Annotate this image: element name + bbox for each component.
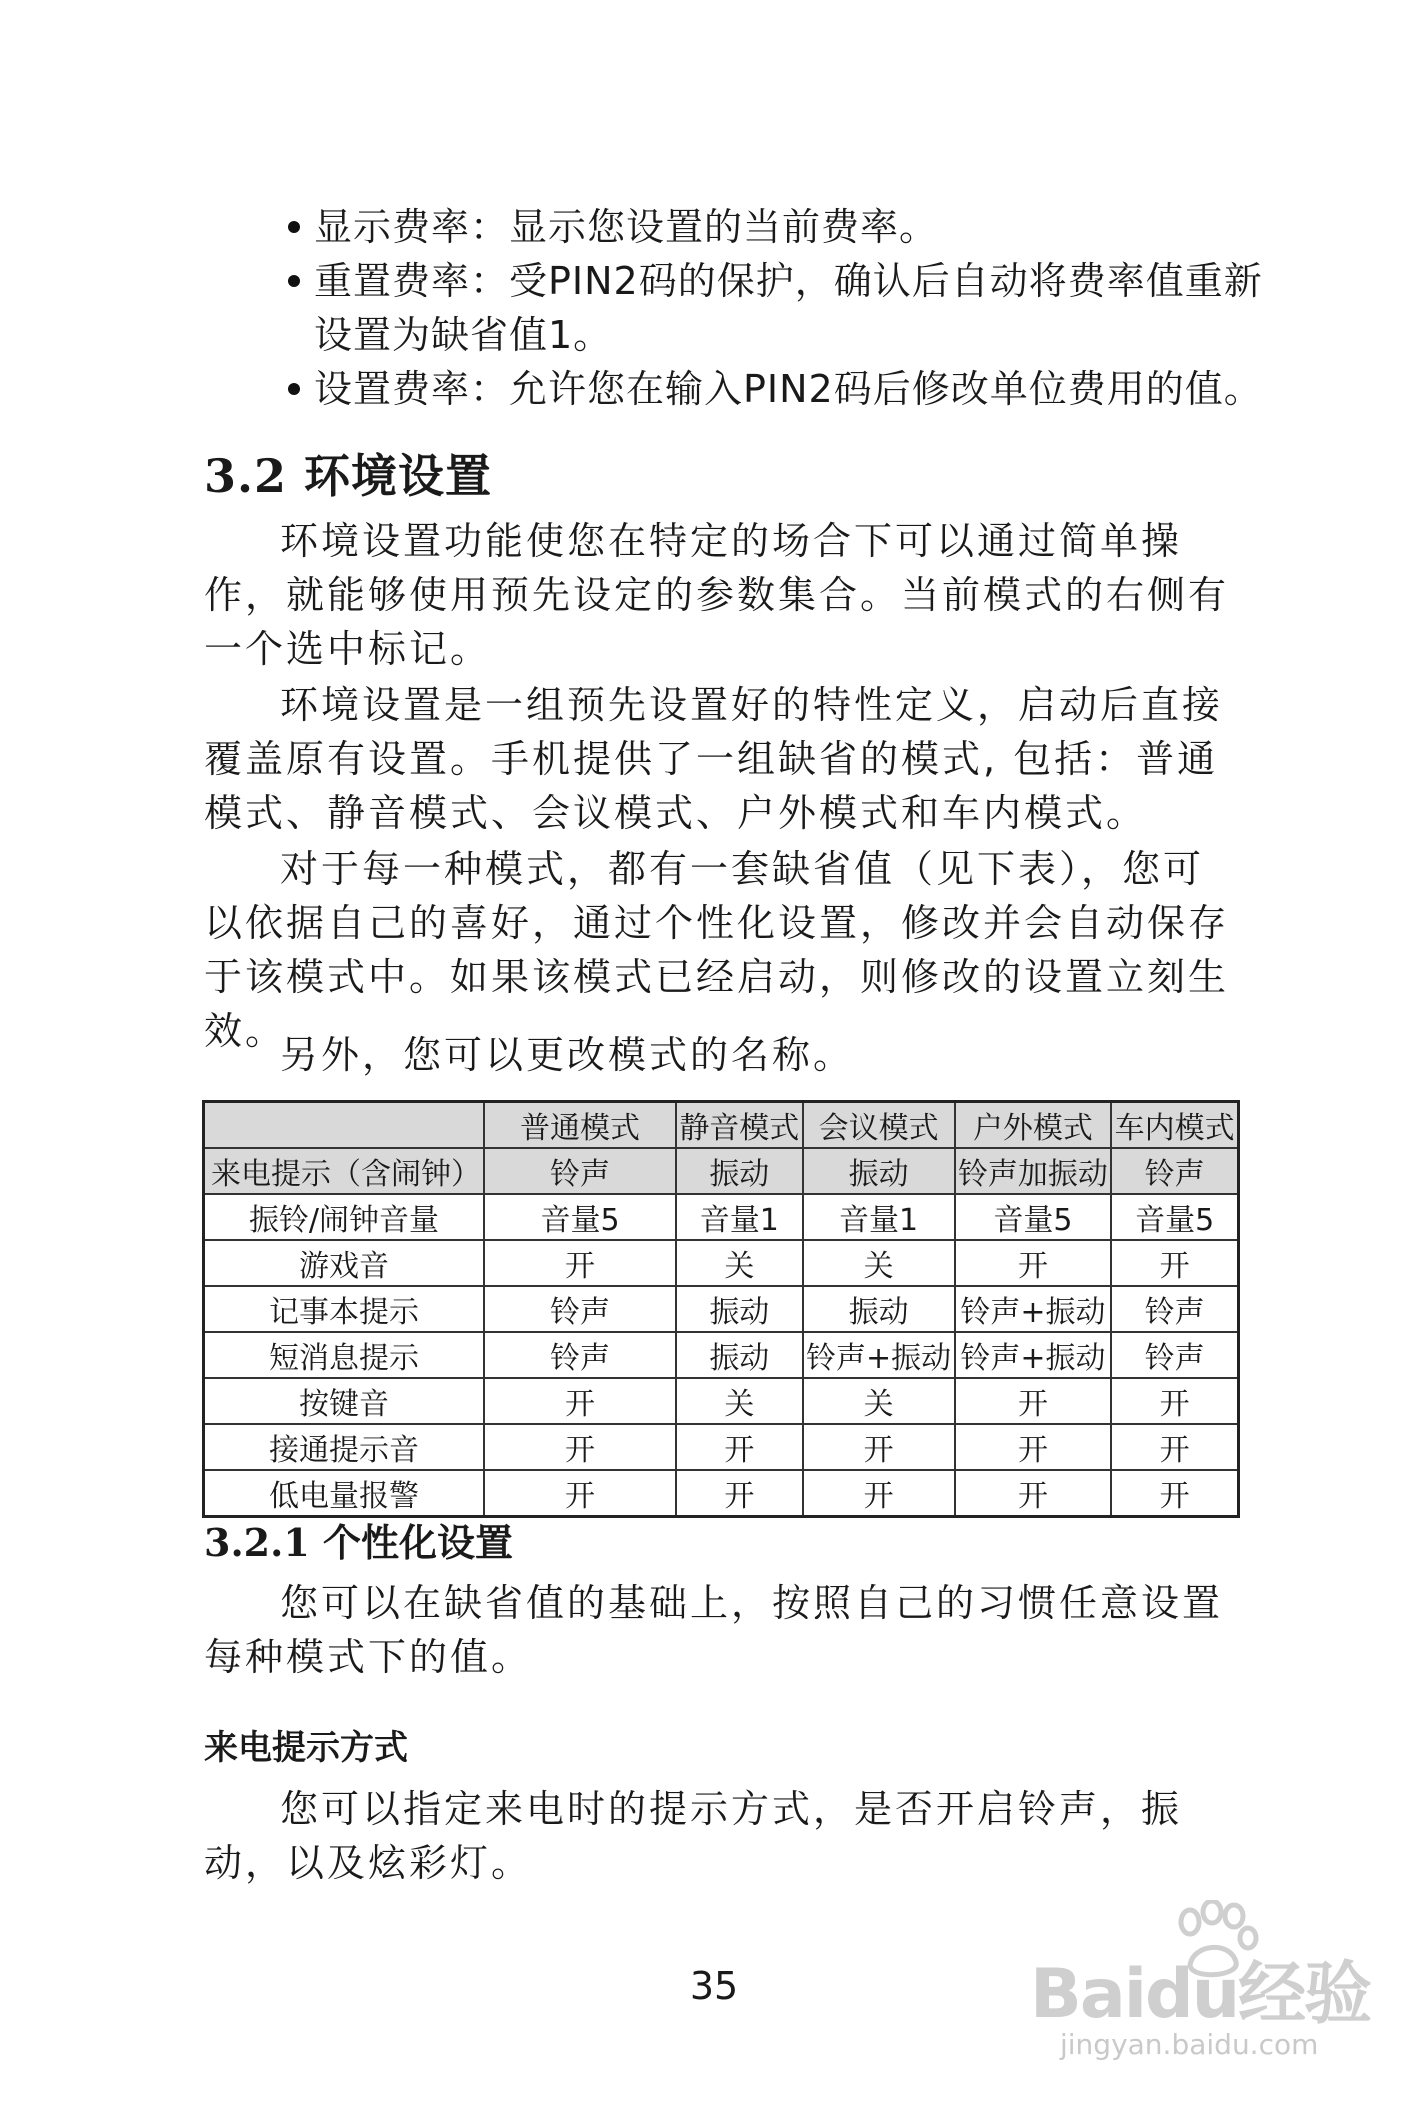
subheading: 来电提示方式: [204, 1728, 408, 1768]
table-header-cell: 会议模式: [803, 1102, 955, 1149]
table-header-cell: 户外模式: [955, 1102, 1112, 1149]
paragraph-text: 另外，您可以更改模式的名称。: [280, 1033, 855, 1077]
table-cell: 铃声+振动: [955, 1332, 1112, 1378]
table-cell: 振动: [676, 1286, 803, 1332]
table-cell: 开: [803, 1470, 955, 1517]
table-cell: 振动: [676, 1332, 803, 1378]
watermark-brand: Baidu经验: [1030, 1955, 1371, 2034]
paragraph: [204, 1028, 1238, 1082]
table-header-cell: [204, 1102, 485, 1149]
table-row: [204, 1378, 1239, 1424]
bullet-text: 设置费率：允许您在输入PIN2码后修改单位费用的值。: [314, 367, 1263, 411]
table-cell: 音量5: [1111, 1194, 1238, 1240]
table-row-label: 记事本提示: [204, 1286, 485, 1332]
table-row: [204, 1240, 1239, 1286]
table-row-label: 来电提示（含闹钟）: [204, 1148, 485, 1194]
table-cell: 开: [1111, 1378, 1238, 1424]
table-cell: 关: [676, 1240, 803, 1286]
table-row: [204, 1194, 1239, 1240]
paragraph: [204, 678, 1238, 840]
table-cell: 振动: [803, 1148, 955, 1194]
bullet-text: 显示费率：显示您设置的当前费率。: [314, 205, 939, 249]
page-number: 35: [689, 1964, 739, 2008]
subsection-title: 3.2.1 个性化设置: [204, 1520, 514, 1565]
paragraph: [204, 1782, 1238, 1890]
table-row-label: 接通提示音: [204, 1424, 485, 1470]
paragraph-text: 对于每一种模式，都有一套缺省值（见下表），您可以依据自己的喜好，通过个性化设置，修改并会自动保存于该模式中。如果该模式已经启动，则修改的设置立刻生效。: [204, 847, 1230, 1053]
table-cell: 开: [955, 1470, 1112, 1517]
table-cell: 关: [803, 1240, 955, 1286]
table-row: [204, 1286, 1239, 1332]
table-cell: 音量5: [484, 1194, 676, 1240]
bullet-dot-icon: [288, 383, 300, 395]
table-cell: 铃声: [1111, 1286, 1238, 1332]
table-row-label: 短消息提示: [204, 1332, 485, 1378]
table-cell: 开: [676, 1470, 803, 1517]
table-header-row: [204, 1102, 1239, 1149]
paragraph-text: 您可以指定来电时的提示方式，是否开启铃声，振动，以及炫彩灯。: [204, 1787, 1183, 1885]
table-cell: 开: [955, 1378, 1112, 1424]
table-row-label: 低电量报警: [204, 1470, 485, 1517]
table-cell: 铃声: [484, 1148, 676, 1194]
bullet-list: [288, 200, 1268, 416]
table-header-cell: 车内模式: [1111, 1102, 1238, 1149]
table-row-label: 振铃/闹钟音量: [204, 1194, 485, 1240]
table-cell: 振动: [803, 1286, 955, 1332]
table-cell: 铃声: [484, 1286, 676, 1332]
paragraph-text: 环境设置是一组预先设置好的特性定义，启动后直接覆盖原有设置。手机提供了一组缺省的模式, 包括：普通模式、静音模式、会议模式、户外模式和车内模式。: [204, 683, 1224, 835]
bullet-text: 重置费率：受PIN2码的保护，确认后自动将费率值重新设置为缺省值1。: [314, 259, 1263, 357]
table-cell: 关: [803, 1378, 955, 1424]
table-cell: 关: [676, 1378, 803, 1424]
table-cell: 铃声: [484, 1332, 676, 1378]
paragraph-text: 您可以在缺省值的基础上，按照自己的习惯任意设置每种模式下的值。: [204, 1581, 1224, 1679]
table-cell: 开: [955, 1424, 1112, 1470]
table-cell: 开: [484, 1424, 676, 1470]
table-row: [204, 1148, 1239, 1194]
bullet-item: [288, 362, 1268, 416]
paragraph: [204, 514, 1238, 676]
table-cell: 铃声加振动: [955, 1148, 1112, 1194]
table-cell: 音量1: [803, 1194, 955, 1240]
table-cell: 音量5: [955, 1194, 1112, 1240]
table-cell: 铃声: [1111, 1148, 1238, 1194]
bullet-dot-icon: [288, 275, 300, 287]
bullet-item: [288, 200, 1268, 254]
watermark-url: jingyan.baidu.com: [1060, 2028, 1319, 2061]
table-cell: 开: [676, 1424, 803, 1470]
table-cell: 开: [484, 1240, 676, 1286]
table-row: [204, 1470, 1239, 1517]
table-row-label: 游戏音: [204, 1240, 485, 1286]
table-cell: 开: [484, 1378, 676, 1424]
bullet-dot-icon: [288, 221, 300, 233]
baidu-watermark: [1020, 1900, 1400, 2080]
table-row: [204, 1332, 1239, 1378]
table-header-cell: 静音模式: [676, 1102, 803, 1149]
table-row-label: 按键音: [204, 1378, 485, 1424]
paragraph-text: 环境设置功能使您在特定的场合下可以通过简单操作，就能够使用预先设定的参数集合。当前模式的右侧有一个选中标记。: [204, 519, 1230, 671]
table-cell: 开: [955, 1240, 1112, 1286]
table-cell: 铃声: [1111, 1332, 1238, 1378]
mode-defaults-table: [202, 1100, 1240, 1518]
table-cell: 铃声+振动: [955, 1286, 1112, 1332]
table-cell: 开: [1111, 1240, 1238, 1286]
table-cell: 音量1: [676, 1194, 803, 1240]
table-cell: 开: [484, 1470, 676, 1517]
paragraph: [204, 1576, 1238, 1684]
section-title: 3.2 环境设置: [204, 449, 493, 503]
paragraph: [204, 842, 1238, 1058]
bullet-item: [288, 254, 1268, 362]
table-header-cell: 普通模式: [484, 1102, 676, 1149]
table-cell: 开: [1111, 1424, 1238, 1470]
table-cell: 振动: [676, 1148, 803, 1194]
table-cell: 开: [1111, 1470, 1238, 1517]
table-cell: 铃声+振动: [803, 1332, 955, 1378]
table-cell: 开: [803, 1424, 955, 1470]
table-row: [204, 1424, 1239, 1470]
